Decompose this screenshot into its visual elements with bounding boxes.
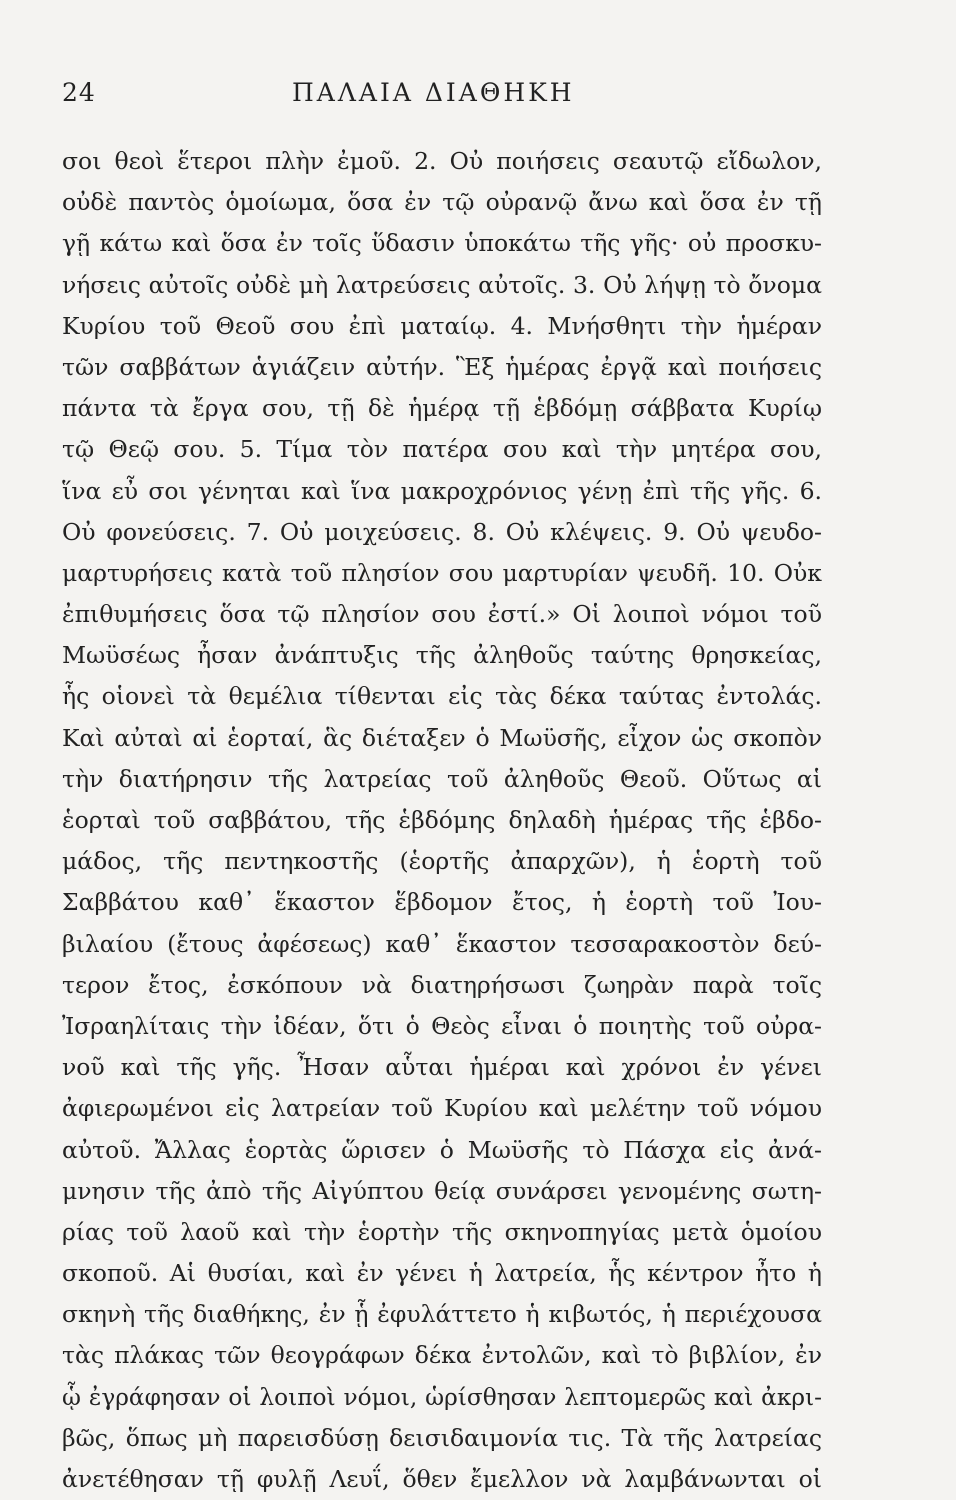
text-line: τῶν σαββάτων ἁγιάζειν αὐτήν. Ἓξ ἡμέρας ἐργᾷ καὶ ποιήσεις: [62, 352, 822, 381]
text-line: τὰς πλάκας τῶν θεογράφων δέκα ἐντολῶν, καὶ τὸ βιβλίον, ἐν: [62, 1341, 822, 1370]
text-line: βιλαίου (ἔτους ἀφέσεως) καθ᾽ ἕκαστον τεσσαρακοστὸν δεύ-: [62, 929, 822, 958]
text-line: Καὶ αὐταὶ αἱ ἑορταί, ἃς διέταξεν ὁ Μωϋσῆς, εἶχον ὡς σκοπὸν: [62, 723, 822, 752]
text-line: τῷ Θεῷ σου. 5. Τίμα τὸν πατέρα σου καὶ τὴν μητέρα σου,: [62, 435, 822, 464]
text-line: ἐπιθυμήσεις ὅσα τῷ πλησίον σου ἐστί.» Οἱ λοιποὶ νόμοι τοῦ: [62, 600, 822, 629]
text-line: Σαββάτου καθ᾽ ἕκαστον ἕβδομον ἔτος, ἡ ἑορτὴ τοῦ Ἰου-: [62, 888, 822, 917]
text-line: Μωϋσέως ἦσαν ἀνάπτυξις τῆς ἀληθοῦς ταύτης θρησκείας,: [62, 641, 822, 670]
text-line: σοι θεοὶ ἕτεροι πλὴν ἐμοῦ. 2. Οὐ ποιήσεις σεαυτῷ εἴδωλον,: [62, 147, 822, 175]
text-line: μαρτυρήσεις κατὰ τοῦ πλησίον σου μαρτυρίαν ψευδῆ. 10. Οὐκ: [62, 558, 822, 587]
text-line: νήσεις αὐτοῖς οὐδὲ μὴ λατρεύσεις αὐτοῖς. 3. Οὐ λήψῃ τὸ ὄνομα: [62, 270, 822, 299]
text-line: αὐτοῦ. Ἄλλας ἑορτὰς ὥρισεν ὁ Μωϋσῆς τὸ Πάσχα εἰς ἀνά-: [62, 1135, 822, 1164]
text-line: σκοποῦ. Αἱ θυσίαι, καὶ ἐν γένει ἡ λατρεία, ἧς κέντρον ἦτο ἡ: [62, 1259, 822, 1288]
text-line: ἀνετέθησαν τῇ φυλῇ Λευΐ, ὅθεν ἔμελλον νὰ λαμβάνωνται οἱ: [62, 1465, 822, 1493]
text-line: μάδος, τῆς πεντηκοστῆς (ἑορτῆς ἀπαρχῶν), ἡ ἑορτὴ τοῦ: [62, 847, 822, 876]
text-line: γῇ κάτω καὶ ὅσα ἐν τοῖς ὕδασιν ὑποκάτω τῆς γῆς· οὐ προσκυ-: [62, 229, 822, 258]
text-line: ἀφιερωμένοι εἰς λατρείαν τοῦ Κυρίου καὶ μελέτην τοῦ νόμου: [62, 1094, 822, 1123]
text-line: Οὐ φονεύσεις. 7. Οὐ μοιχεύσεις. 8. Οὐ κλέψεις. 9. Οὐ ψευδο-: [62, 517, 822, 546]
running-title: ΠΑΛΑΙΑ ΔΙΑΘΗΚΗ: [292, 78, 575, 107]
text-line: ἑορταὶ τοῦ σαββάτου, τῆς ἑβδόμης δηλαδὴ ἡμέρας τῆς ἑβδο-: [62, 806, 822, 834]
text-line: σκηνὴ τῆς διαθήκης, ἐν ᾗ ἐφυλάττετο ἡ κιβωτός, ἡ περιέχουσα: [62, 1300, 822, 1329]
text-line: οὐδὲ παντὸς ὁμοίωμα, ὅσα ἐν τῷ οὐρανῷ ἄνω καὶ ὅσα ἐν τῇ: [62, 188, 822, 217]
text-line: βῶς, ὅπως μὴ παρεισδύσῃ δεισιδαιμονία τις. Τὰ τῆς λατρείας: [62, 1423, 822, 1452]
text-line: τὴν διατήρησιν τῆς λατρείας τοῦ ἀληθοῦς Θεοῦ. Οὕτως αἱ: [62, 764, 822, 793]
page-header: [62, 78, 822, 118]
text-line: ᾧ ἐγράφησαν οἱ λοιποὶ νόμοι, ὡρίσθησαν λεπτομερῶς καὶ ἀκρι-: [62, 1383, 822, 1411]
text-line: πάντα τὰ ἔργα σου, τῇ δὲ ἡμέρᾳ τῇ ἑβδόμῃ σάββατα Κυρίῳ: [62, 394, 822, 423]
page-number: 24: [62, 78, 96, 107]
text-line: ἵνα εὖ σοι γένηται καὶ ἵνα μακροχρόνιος γένῃ ἐπὶ τῆς γῆς. 6.: [62, 476, 822, 505]
text-line: ρίας τοῦ λαοῦ καὶ τὴν ἑορτὴν τῆς σκηνοπηγίας μετὰ ὁμοίου: [62, 1217, 822, 1246]
text-line: ἧς οἱονεὶ τὰ θεμέλια τίθενται εἰς τὰς δέκα ταύτας ἐντολάς.: [62, 682, 822, 711]
text-line: μνησιν τῆς ἀπὸ τῆς Αἰγύπτου θείᾳ συνάρσει γενομένης σωτη-: [62, 1176, 822, 1205]
text-line: νοῦ καὶ τῆς γῆς. Ἦσαν αὗται ἡμέραι καὶ χρόνοι ἐν γένει: [62, 1053, 822, 1082]
body-text: [62, 141, 822, 1500]
text-line: Ἰσραηλίταις τὴν ἰδέαν, ὅτι ὁ Θεὸς εἶναι ὁ ποιητὴς τοῦ οὐρα-: [62, 1011, 822, 1040]
text-line: τερον ἔτος, ἐσκόπουν νὰ διατηρήσωσι ζωηρὰν παρὰ τοῖς: [62, 970, 822, 999]
text-line: Κυρίου τοῦ Θεοῦ σου ἐπὶ ματαίῳ. 4. Μνήσθητι τὴν ἡμέραν: [62, 311, 822, 340]
